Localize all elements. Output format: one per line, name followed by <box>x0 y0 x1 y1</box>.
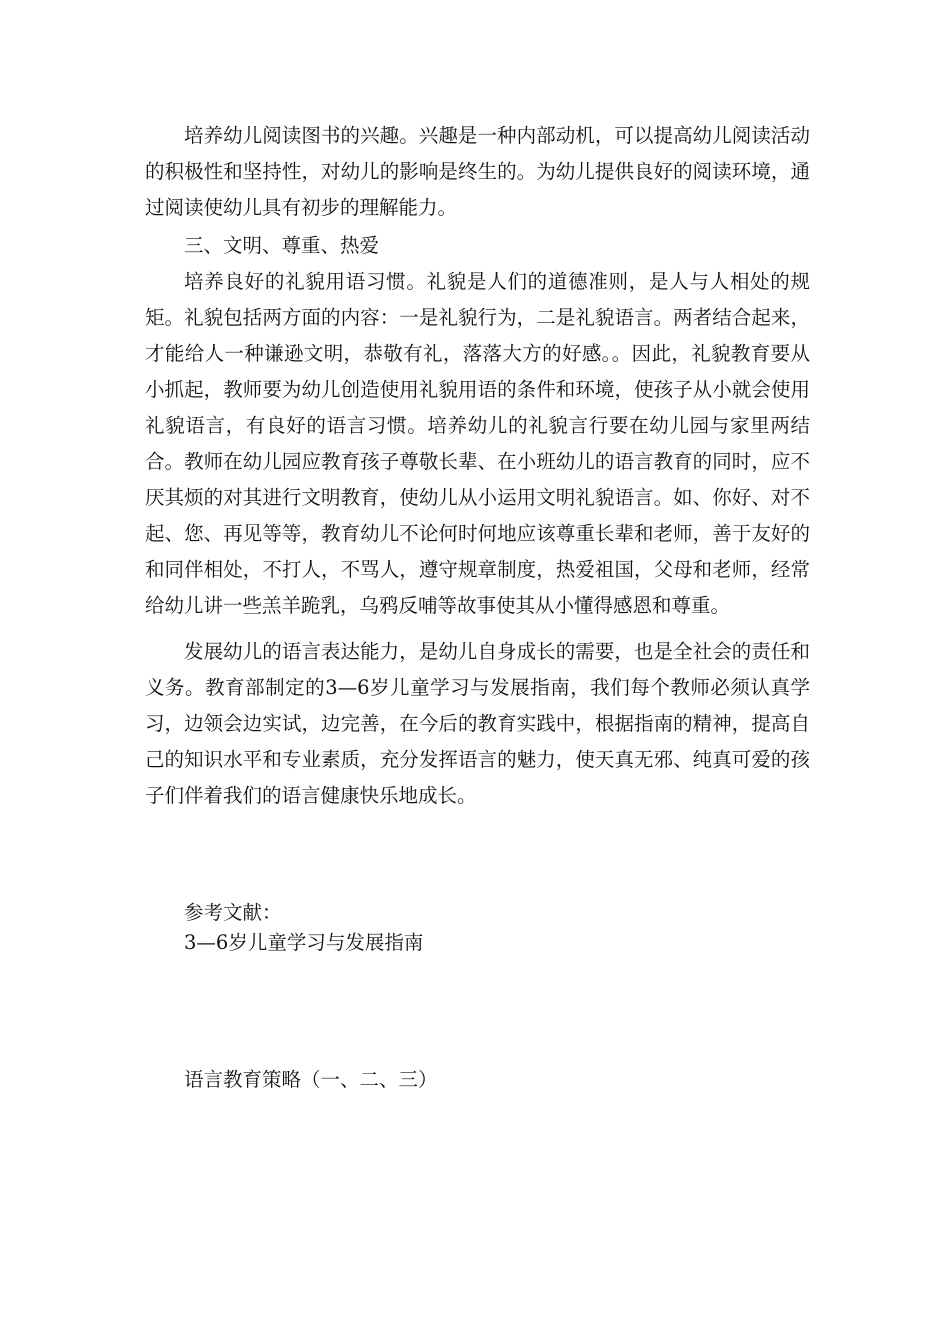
paragraph-language-expression: 发展幼儿的语言表达能力，是幼儿自身成长的需要，也是全社会的责任和义务。教育部制定的3—6岁儿童学习与发展指南，我们每个教师必须认真学习，边领会边实试，边完善，在今后的教育实践中，根据指南的精神，提高自己的知识水平和专业素质，充分发挥语言的魅力，使天真无邪、纯真可爱的孩子们伴着我们的语言健康快乐地成长。 <box>145 640 810 807</box>
section-heading: 三、文明、尊重、热爱 <box>184 234 380 257</box>
references-label: 参考文献： <box>184 901 282 924</box>
paragraph-reading-interest: 培养幼儿阅读图书的兴趣。兴趣是一种内部动机，可以提高幼儿阅读活动的积极性和坚持性，对幼儿的影响是终生的。为幼儿提供良好的阅读环境，通过阅读使幼儿具有初步的理解能力。 <box>145 124 810 219</box>
paragraph-politeness: 培养良好的礼貌用语习惯。礼貌是人们的道德准则，是人与人相处的规矩。礼貌包括两方面的内容：一是礼貌行为，二是礼貌语言。两者结合起来，才能给人一种谦逊文明，恭敬有礼，落落大方的好感。。因此，礼貌教育要从小抓起，教师要为幼儿创造使用礼貌用语的条件和环境，使孩子从小就会使用礼貌语言，有良好的语言习惯。培养幼儿的礼貌言行要在幼儿园与家里两结合。教师在幼儿园应教育孩子尊敬长辈、在小班幼儿的语言教育的同时，应不厌其烦的对其进行文明教育，使幼儿从小运用文明礼貌语言。如、你好、对不起、您、再见等等，教育幼儿不论何时何地应该尊重长辈和老师，善于友好的和同伴相处，不打人，不骂人，遵守规章制度，热爱祖国，父母和老师，经常给幼儿讲一些羔羊跪乳，乌鸦反哺等故事使其从小懂得感恩和尊重。 <box>145 270 810 617</box>
document-title: 语言教育策略（一、二、三） <box>184 1068 438 1091</box>
reference-item: 3—6岁儿童学习与发展指南 <box>184 931 424 954</box>
